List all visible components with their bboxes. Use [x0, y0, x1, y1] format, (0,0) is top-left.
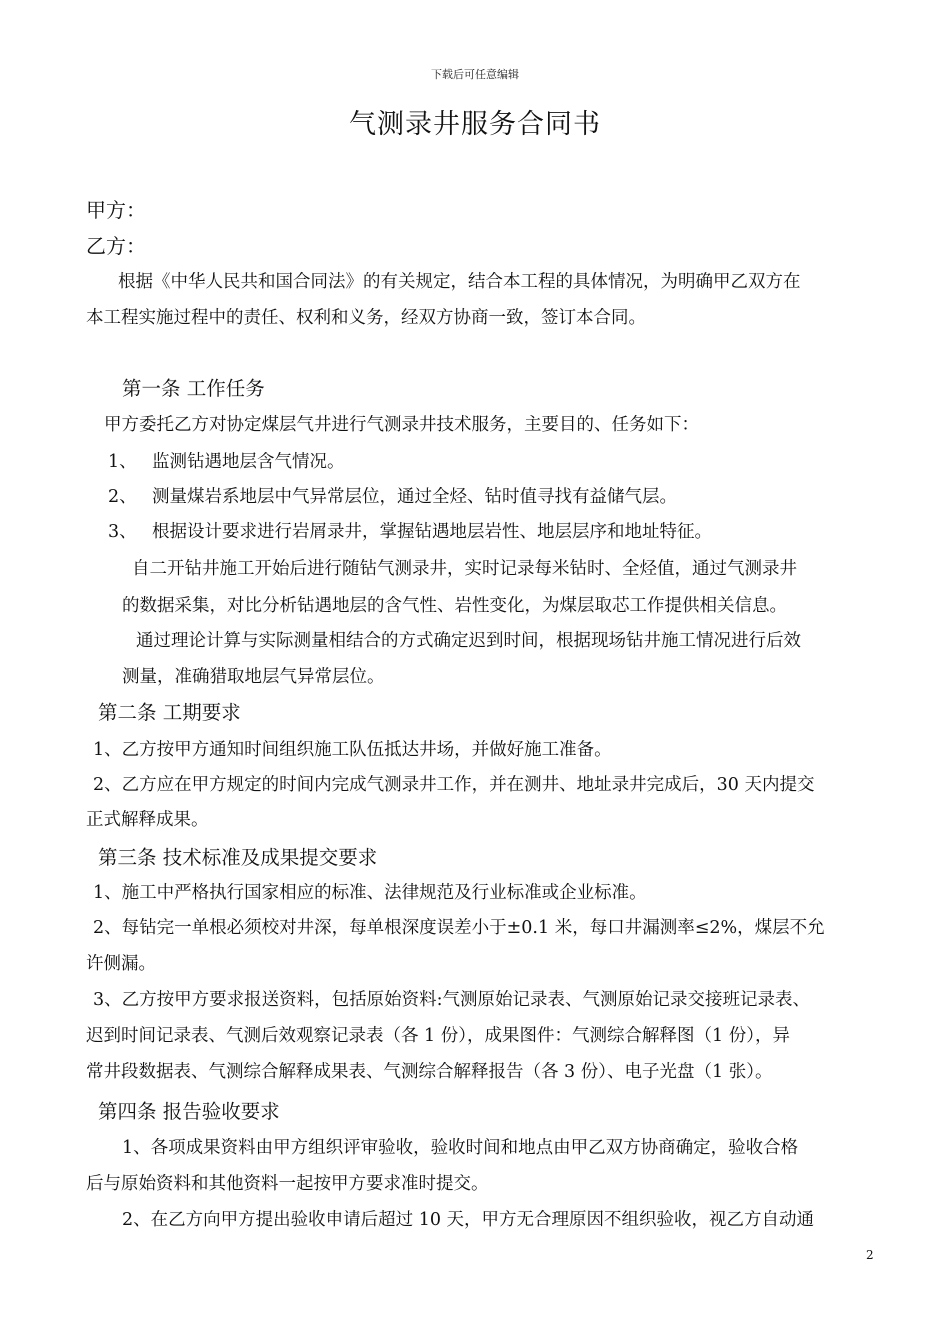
article-1-heading: 第一条 工作任务	[122, 377, 265, 400]
article-2-line: 正式解释成果。	[86, 810, 209, 830]
page-title: 气测录井服务合同书	[349, 109, 601, 140]
article-3-line: 2、每钻完一单根必须校对井深，每单根深度误差小于±0.1 米，每口井漏测率≤2%，煤层不允	[93, 918, 825, 938]
item-text: 监测钻遇地层含气情况。	[152, 452, 345, 472]
article-2-line: 2、乙方应在甲方规定的时间内完成气测录井工作，并在测井、地址录井完成后，30 天内提交	[93, 775, 815, 795]
article-4-heading: 第四条 报告验收要求	[98, 1100, 280, 1123]
article-4-line: 2、在乙方向甲方提出验收申请后超过 10 天，甲方无合理原因不组织验收，视乙方自动通	[122, 1210, 815, 1230]
article-3-heading: 第三条 技术标准及成果提交要求	[98, 846, 378, 869]
article-3-line: 许侧漏。	[86, 954, 156, 974]
article-1-paragraph: 通过理论计算与实际测量相结合的方式确定迟到时间，根据现场钻井施工情况进行后效	[136, 631, 801, 651]
item-text: 根据设计要求进行岩屑录井，掌握钻遇地层岩性、地层层序和地址特征。	[152, 522, 712, 542]
intro-line: 根据《中华人民共和国合同法》的有关规定，结合本工程的具体情况，为明确甲乙双方在	[118, 272, 801, 292]
article-4-line: 后与原始资料和其他资料一起按甲方要求准时提交。	[86, 1174, 489, 1194]
article-4-line: 1、各项成果资料由甲方组织评审验收，验收时间和地点由甲乙双方协商确定，验收合格	[122, 1138, 799, 1158]
item-number: 1、	[108, 452, 137, 472]
article-3-line: 3、乙方按甲方要求报送资料，包括原始资料:气测原始记录表、气测原始记录交接班记录表、	[93, 990, 811, 1010]
article-3-line: 迟到时间记录表、气测后效观察记录表（各 1 份），成果图件：气测综合解释图（1 份），异	[86, 1026, 790, 1046]
page-number: 2	[866, 1248, 874, 1262]
intro-line: 本工程实施过程中的责任、权利和义务，经双方协商一致，签订本合同。	[86, 308, 646, 328]
article-1-paragraph: 测量，准确猎取地层气异常层位。	[122, 667, 385, 687]
header-note: 下载后可任意编辑	[431, 68, 519, 81]
article-1-paragraph: 的数据采集，对比分析钻遇地层的含气性、岩性变化，为煤层取芯工作提供相关信息。	[122, 596, 787, 616]
article-1-lead: 甲方委托乙方对协定煤层气井进行气测录井技术服务，主要目的、任务如下：	[104, 415, 699, 435]
article-2-line: 1、乙方按甲方通知时间组织施工队伍抵达井场，并做好施工准备。	[93, 740, 612, 760]
item-number: 2、	[108, 487, 137, 507]
party-b-label: 乙方：	[86, 234, 146, 258]
item-number: 3、	[108, 522, 137, 542]
item-text: 测量煤岩系地层中气异常层位，通过全烃、钻时值寻找有益储气层。	[152, 487, 677, 507]
party-a-label: 甲方：	[86, 198, 146, 222]
article-3-line: 1、施工中严格执行国家相应的标准、法律规范及行业标准或企业标准。	[93, 883, 647, 903]
article-1-paragraph: 自二开钻井施工开始后进行随钻气测录井，实时记录每米钻时、全烃值，通过气测录井	[132, 559, 797, 579]
article-3-line: 常井段数据表、气测综合解释成果表、气测综合解释报告（各 3 份）、电子光盘（1 张）。	[86, 1062, 773, 1082]
article-2-heading: 第二条 工期要求	[98, 701, 241, 724]
